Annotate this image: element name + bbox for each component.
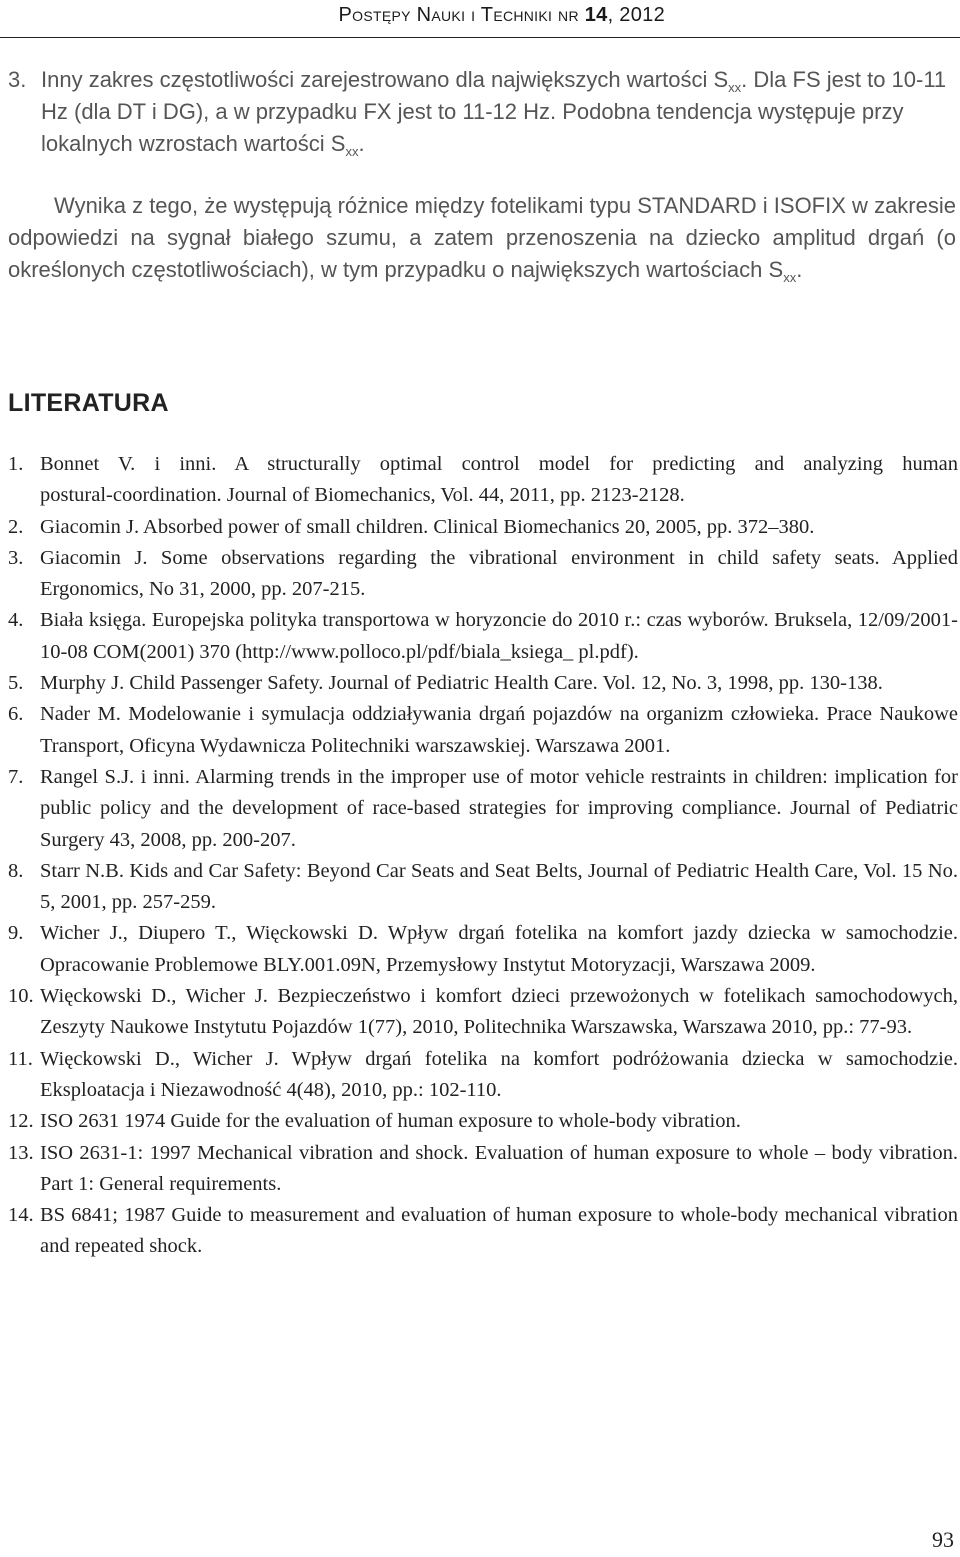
text-run: Inny zakres częstotliwości zarejestrowano dla największych wartości S (41, 67, 729, 92)
reference-item (8, 918, 958, 981)
reference-item (8, 668, 958, 699)
reference-item (8, 762, 958, 856)
section-heading-literature: LITERATURA (8, 389, 169, 417)
page-number: 93 (932, 1527, 954, 1552)
reference-text: Biała księga. Europejska polityka transportowa w horyzoncie do 2010 r.: czas wyborów. Bruksela, 12/09/2001-10-08 COM(2001) 370 (http://www.polloco.pl/pdf/biala_ksiega_ pl.pdf). (40, 609, 958, 663)
reference-text: Więckowski D., Wicher J. Bezpieczeństwo i komfort dzieci przewożonych w fotelikach samochodowych, Zeszyty Naukowe Instytutu Pojazdów 1(77), 2010, Politechnika Warszawska, Warszawa 2010, pp.: 77-93. (40, 985, 958, 1039)
reference-number: 9. (8, 922, 24, 945)
reference-number: 10. (8, 985, 34, 1008)
reference-text: Wicher J., Diupero T., Więckowski D. Wpływ drgań fotelika na komfort jazdy dziecka w samochodzie. Opracowanie Problemowe BLY.001.09N, Przemysłowy Instytut Motoryzacji, Warszawa 2009. (40, 922, 958, 976)
reference-number: 13. (8, 1141, 34, 1164)
reference-number: 5. (8, 672, 24, 695)
reference-text: Murphy J. Child Passenger Safety. Journal of Pediatric Health Care. Vol. 12, No. 3, 1998, pp. 130-138. (40, 672, 883, 695)
reference-item (8, 1106, 958, 1137)
issue-year: , 2012 (607, 4, 665, 26)
header-rule (0, 37, 960, 38)
reference-text: BS 6841; 1987 Guide to measurement and evaluation of human exposure to whole-body mechanical vibration and repeated shock. (40, 1204, 958, 1258)
reference-list (8, 449, 958, 1263)
reference-item (8, 856, 958, 919)
reference-text: Nader M. Modelowanie i symulacja oddziaływania drgań pojazdów na organizm człowieka. Prace Naukowe Transport, Oficyna Wydawnicza Politechniki warszawskiej. Warszawa 2001. (40, 703, 958, 757)
reference-number: 3. (8, 546, 24, 569)
reference-number: 1. (8, 453, 24, 475)
issue-number: 14 (584, 4, 608, 26)
reference-item (8, 1044, 958, 1107)
reference-number: 4. (8, 609, 24, 632)
reference-item (8, 605, 958, 668)
subscript: xx (728, 80, 742, 95)
reference-item (8, 1138, 958, 1201)
reference-number: 14. (8, 1204, 34, 1227)
reference-number: 11. (8, 1047, 33, 1070)
journal-title: Postępy Nauki i Techniki nr (338, 4, 585, 26)
conclusion-paragraph (8, 190, 956, 286)
reference-text: Bonnet V. i inni. A structurally optimal control model for predicting and analyzing human postural‑coordination. Journal of Biomechanics, Vol. 44, 2011, pp. 2123-2128. (40, 453, 958, 507)
point-number: 3. (8, 67, 27, 92)
reference-text: Rangel S.J. i inni. Alarming trends in the improper use of motor vehicle restraints in children: implication for public policy and the development of race-based strategies for improving compliance. Journal of Pediatric Surgery 43, 2008, pp. 200-207. (40, 765, 958, 851)
reference-text: Starr N.B. Kids and Car Safety: Beyond Car Seats and Seat Belts, Journal of Pediatric Health Care, Vol. 15 No. 5, 2001, pp. 257-259. (40, 859, 958, 914)
reference-number: 12. (8, 1110, 34, 1133)
reference-item (8, 699, 958, 762)
text-run: . (358, 131, 365, 156)
reference-number: 6. (8, 703, 24, 726)
reference-item (8, 981, 958, 1044)
subscript: xx (345, 144, 359, 159)
reference-item (8, 512, 958, 543)
text-run: . Dla FS jest to 10-11 Hz (dla DT i DG), a w przypadku FX jest to 11-12 Hz. Podobna tendencja występuje przy lokalnych wzrostach wartości S (41, 67, 947, 156)
reference-number: 8. (8, 859, 24, 882)
list-item-point-3 (8, 64, 958, 160)
reference-text: ISO 2631 1974 Guide for the evaluation of human exposure to whole-body vibration. (40, 1110, 741, 1133)
text-run: . (796, 257, 803, 282)
reference-text: Giacomin J. Some observations regarding the vibrational environment in child safety seats. Applied Ergonomics, No 31, 2000, pp. 207-215. (40, 546, 958, 601)
reference-text: ISO 2631-1: 1997 Mechanical vibration and shock. Evaluation of human exposure to whole – body vibration. Part 1: General requirements. (40, 1141, 958, 1195)
running-header (339, 4, 665, 27)
reference-number: 2. (8, 515, 24, 538)
reference-text: Giacomin J. Absorbed power of small children. Clinical Biomechanics 20, 2005, pp. 372–380. (40, 515, 815, 538)
reference-item (8, 543, 958, 606)
reference-text: Więckowski D., Wicher J. Wpływ drgań fotelika na komfort podróżowania dziecka w samochodzie. Eksploatacja i Niezawodność 4(48), 2010, pp.: 102-110. (40, 1047, 958, 1101)
reference-number: 7. (8, 765, 24, 788)
text-run: Wynika z tego, że występują różnice między fotelikami typu STANDARD i ISOFIX w zakresie odpowiedzi na sygnał białego szumu, a zatem przenoszenia na dziecko amplitud drgań (o określonych częstotliwościach), w tym przypadku o największych wartościach S (8, 193, 956, 282)
reference-item (8, 449, 958, 512)
subscript: xx (783, 270, 797, 285)
reference-item (8, 1200, 958, 1263)
point-3-text (41, 64, 958, 160)
